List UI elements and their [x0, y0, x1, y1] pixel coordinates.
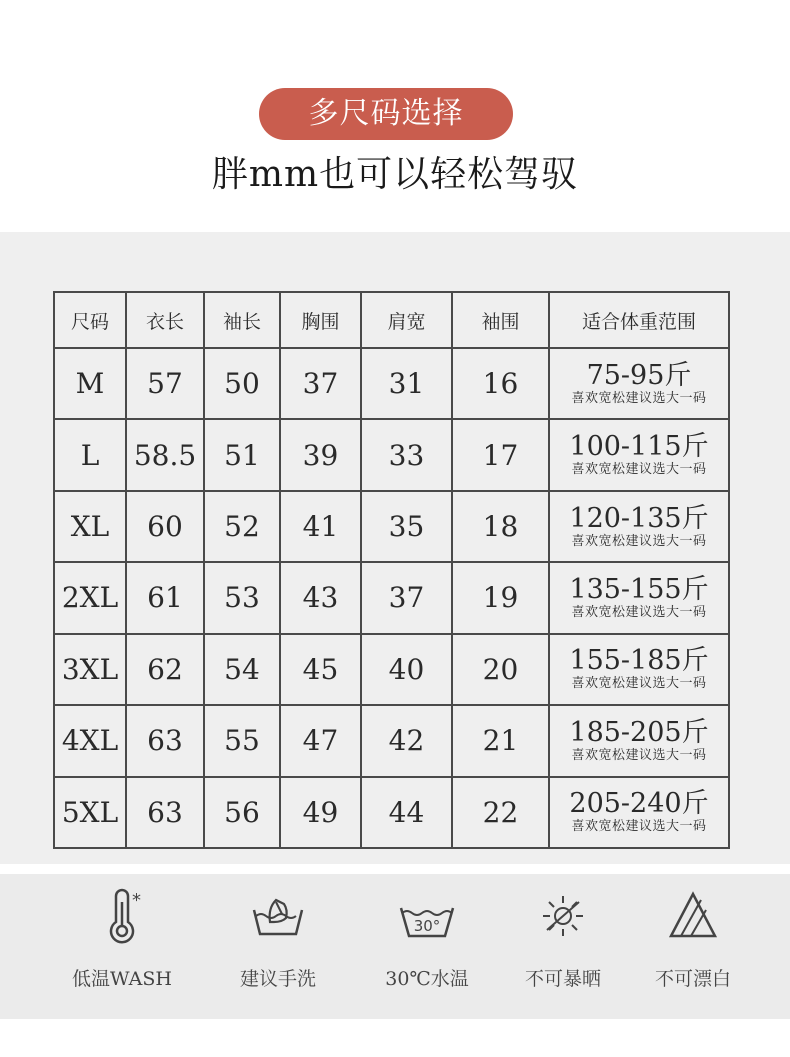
table-row — [54, 348, 729, 419]
sleeve-cell: 51 — [204, 419, 280, 490]
table-row — [54, 634, 729, 705]
weight-range: 75-95斤 — [586, 359, 692, 391]
weight-range-cell — [549, 562, 729, 633]
sleeve-cell: 52 — [204, 491, 280, 562]
size-options-badge: 多尺码选择 — [259, 88, 513, 140]
column-header-sleeve: 袖长 — [204, 292, 280, 348]
no-sun-icon — [533, 886, 593, 946]
size-cell: L — [54, 419, 126, 490]
care-label: 不可暴晒 — [524, 968, 601, 990]
shoulder-cell: 40 — [361, 634, 452, 705]
column-header-cuff: 袖围 — [452, 292, 549, 348]
size-cell: 2XL — [54, 562, 126, 633]
cuff-cell: 22 — [452, 777, 549, 848]
thermometer-icon — [92, 886, 152, 946]
length-cell: 60 — [126, 491, 204, 562]
care-label: 30℃水温 — [385, 968, 469, 990]
weight-range: 135-155斤 — [569, 573, 709, 605]
table-row — [54, 491, 729, 562]
fit-note: 喜欢宽松建议选大一码 — [571, 747, 707, 763]
chest-cell: 41 — [280, 491, 361, 562]
cuff-cell: 19 — [452, 562, 549, 633]
chest-cell: 49 — [280, 777, 361, 848]
care-label: 建议手洗 — [239, 968, 316, 990]
cuff-cell: 21 — [452, 705, 549, 776]
size-cell: 5XL — [54, 777, 126, 848]
table-row — [54, 562, 729, 633]
column-header-chest: 胸围 — [280, 292, 361, 348]
shoulder-cell: 42 — [361, 705, 452, 776]
care-item-30-degree — [357, 886, 497, 1006]
length-cell: 61 — [126, 562, 204, 633]
cuff-cell: 17 — [452, 419, 549, 490]
page-subtitle: 胖mm也可以轻松驾驭 — [211, 154, 579, 195]
care-item-hand-wash — [208, 886, 348, 1006]
size-chart-table — [53, 291, 730, 849]
chest-cell: 43 — [280, 562, 361, 633]
wash-temp-text: 30° — [413, 917, 441, 935]
cuff-cell: 16 — [452, 348, 549, 419]
fit-note: 喜欢宽松建议选大一码 — [571, 819, 707, 835]
weight-range-cell — [549, 705, 729, 776]
length-cell: 62 — [126, 634, 204, 705]
hand-wash-icon — [248, 886, 308, 946]
column-header-length: 衣长 — [126, 292, 204, 348]
weight-range: 155-185斤 — [569, 645, 709, 677]
column-header-shoulder: 肩宽 — [361, 292, 452, 348]
fit-note: 喜欢宽松建议选大一码 — [571, 390, 707, 406]
weight-range: 120-135斤 — [569, 502, 709, 534]
length-cell: 63 — [126, 777, 204, 848]
chest-cell: 39 — [280, 419, 361, 490]
care-label: 低温WASH — [72, 968, 172, 990]
sleeve-cell: 54 — [204, 634, 280, 705]
length-cell: 63 — [126, 705, 204, 776]
care-item-no-sun — [493, 886, 633, 1006]
weight-range-cell — [549, 348, 729, 419]
weight-range: 100-115斤 — [569, 431, 709, 463]
size-cell: 3XL — [54, 634, 126, 705]
weight-range-cell — [549, 419, 729, 490]
sleeve-cell: 56 — [204, 777, 280, 848]
size-cell: 4XL — [54, 705, 126, 776]
no-bleach-icon — [663, 886, 723, 946]
weight-range: 205-240斤 — [569, 788, 709, 820]
weight-range-cell — [549, 634, 729, 705]
sleeve-cell: 53 — [204, 562, 280, 633]
table-row — [54, 419, 729, 490]
fit-note: 喜欢宽松建议选大一码 — [571, 676, 707, 692]
shoulder-cell: 37 — [361, 562, 452, 633]
care-item-low-temp — [52, 886, 192, 1006]
weight-range: 185-205斤 — [569, 716, 709, 748]
care-item-no-bleach — [623, 886, 763, 1006]
care-label: 不可漂白 — [654, 968, 731, 990]
sleeve-cell: 55 — [204, 705, 280, 776]
cuff-cell: 18 — [452, 491, 549, 562]
fit-note: 喜欢宽松建议选大一码 — [571, 462, 707, 478]
shoulder-cell: 35 — [361, 491, 452, 562]
weight-range-cell — [549, 777, 729, 848]
size-chart-panel — [0, 232, 790, 864]
length-cell: 57 — [126, 348, 204, 419]
svg-text:*: * — [132, 890, 141, 911]
fit-note: 喜欢宽松建议选大一码 — [571, 604, 707, 620]
fit-note: 喜欢宽松建议选大一码 — [571, 533, 707, 549]
weight-range-cell — [549, 491, 729, 562]
header — [0, 0, 790, 232]
column-header-size: 尺码 — [54, 292, 126, 348]
chest-cell: 47 — [280, 705, 361, 776]
table-row — [54, 705, 729, 776]
size-cell: M — [54, 348, 126, 419]
shoulder-cell: 44 — [361, 777, 452, 848]
size-cell: XL — [54, 491, 126, 562]
table-header-row — [54, 292, 729, 348]
wash-30-icon — [397, 886, 457, 946]
shoulder-cell: 33 — [361, 419, 452, 490]
care-instructions-panel — [0, 874, 790, 1019]
sleeve-cell: 50 — [204, 348, 280, 419]
table-row — [54, 777, 729, 848]
shoulder-cell: 31 — [361, 348, 452, 419]
cuff-cell: 20 — [452, 634, 549, 705]
chest-cell: 37 — [280, 348, 361, 419]
length-cell: 58.5 — [126, 419, 204, 490]
chest-cell: 45 — [280, 634, 361, 705]
column-header-weight-range: 适合体重范围 — [549, 292, 729, 348]
